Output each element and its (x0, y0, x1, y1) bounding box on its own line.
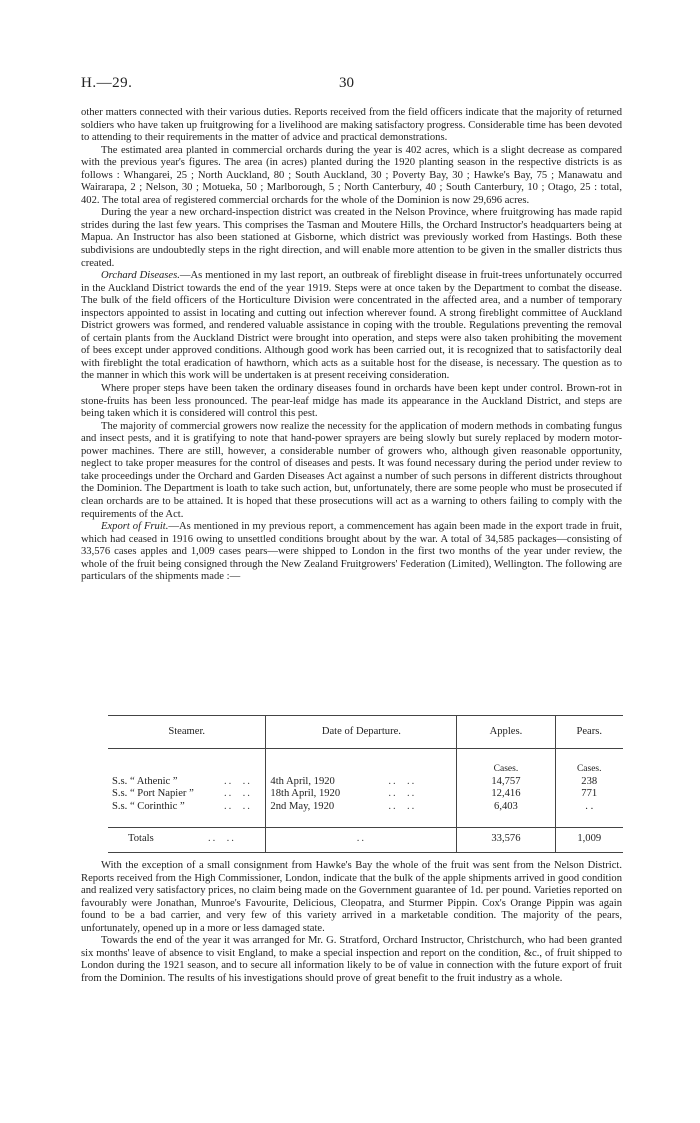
column-header-steamer: Steamer. (108, 716, 266, 749)
body-text (81, 107, 622, 584)
unit-apples: Cases. (457, 749, 555, 776)
departure-date: 18th April, 1920 (270, 788, 341, 800)
paragraph: During the year a new orchard-inspection district was created in the Nelson Province, where fruitgrowing has made rapid strides during the last few years. This comprises the Tasman and Moutere Hills, the Orchard Instructor's headquarters being at Mapua. An Instructor has also been stationed at Gisborne, which district was previously worked from Hastings. Both these subdivisions are undoubtedly steps in the right direction, and will enable more attention to be given in the smaller districts thus created. (81, 207, 622, 269)
paragraph: other matters connected with their various duties. Reports received from the field officers indicate that the majority of returned soldiers who have taken up fruitgrowing for a livelihood are making satisfactory progress. Considerable time has been devoted to attending to their requirements in the matter of advice and practical demonstrations. (81, 107, 622, 144)
table-row: S.s. “ Corinthic ” .. .. 2nd May, 1920 .. .. 6,403 . . (108, 801, 623, 828)
shipments-table (108, 715, 623, 853)
steamer-name: S.s. “ Corinthic ” (112, 800, 185, 812)
pears-value: 238 (555, 776, 623, 789)
paragraph-text: —As mentioned in my previous report, a commencement has again been made in the export trade in fruit, which had ceased in 1916 owing to unsettled conditions brought about by the war. A total of 34,585 packages—consisting of 33,576 cases apples and 1,009 cases pears—were shipped to London in the first two months of the year under review, the whole of the fruit being consigned through the New Zealand Fruitgrowers' Federation (Limited), Wellington. The following are particulars of the shipments made :— (81, 521, 622, 583)
column-header-apples: Apples. (457, 716, 555, 749)
unit-pears: Cases. (555, 749, 623, 776)
departure-date: 2nd May, 1920 (270, 800, 335, 812)
pears-value: . . (555, 801, 623, 828)
paragraph: The majority of commercial growers now realize the necessity for the application of modern methods in combating fungus and insect pests, and it is gratifying to note that hand-power sprayers are being slowly but surely replaced by modern motor-power machines. There are still, however, a considerable number of growers who, although given reasonable opportunity, neglect to take proper measures for the control of diseases and pests. It was found necessary during the period under review to take proceedings under the Orchard and Garden Diseases Act against a number of such persons in different districts throughout the Dominion. The Department is loath to take such action, but, unfortunately, there are some people who must be prosecuted if clean orchards are to be attained. It is hoped that these prosecutions will act as a warning to others failing to comply with the requirements of the Act. (81, 420, 623, 520)
apples-total: 33,576 (457, 828, 555, 853)
paragraph: Where proper steps have been taken the ordinary diseases found in orchards have been kept under control. Brown-rot in stone-fruits has been less pronounced. The pear-leaf midge has made its appearance in the Auckland District, and steps are being taken which it is considered will control this pest. (81, 383, 622, 420)
paragraph-orchard-diseases (81, 270, 622, 383)
paragraph: With the exception of a small consignment from Hawke's Bay the whole of the fruit was sent from the Nelson District. Reports received from the High Commissioner, London, indicate that the bulk of the apple shipments arrived in good condition and realized very satisfactory prices, no claim being made on the Government guarantee of 1d. per pound. Varieties reported on favourably were Jonathan, Munroe's Favourite, Delicious, Cleopatra, and Sturmer Pippin. Cox's Orange Pippin was again found to be a bad carrier, and very few of this variety arrived in a marketable condition. The majority of the pears, unfortunately, opened up in a more or less damaged state. (81, 860, 622, 934)
document-reference: H.—29. (81, 75, 133, 91)
steamer-name: S.s. “ Athenic ” (112, 775, 178, 787)
pears-total: 1,009 (555, 828, 623, 853)
paragraph-export-of-fruit (81, 521, 622, 584)
apples-value: 14,757 (457, 776, 555, 789)
table-row: S.s. “ Athenic ” .. .. 4th April, 1920 .. .. 14,757 238 (108, 776, 623, 789)
apples-value: 6,403 (457, 801, 555, 828)
pears-value: 771 (555, 788, 623, 801)
column-header-pears: Pears. (555, 716, 623, 749)
page-number: 30 (339, 75, 354, 91)
section-heading: Export of Fruit. (101, 521, 169, 533)
closing-text (81, 860, 622, 985)
page-header (81, 75, 621, 95)
paragraph-text: —As mentioned in my last report, an outbreak of fireblight disease in fruit-trees unfortunately occurred in the Auckland District towards the end of the year 1919. Steps were at once taken by the Department to combat the disease. The bulk of the field officers of the Horticulture Division were concentrated in the affected area, and a number of temporary inspectors appointed to assist in locating and cutting out infection wherever found. A strong fireblight committee of Auckland District growers was formed, and rendered valuable assistance in coping with the trouble. Regulations preventing the removal of certain plants from the Auckland District were brought into operation, and steps were also taken prohibiting the movement of bees except under approved conditions. Although good work has been carried out, it is recognized that to satisfactorily deal with fireblight the total eradication of hawthorn, which acts as a suitable host for the disease, is necessary. The question as to the manner in which this work will be undertaken is at present receiving consideration. (81, 270, 622, 382)
apples-value: 12,416 (457, 788, 555, 801)
column-header-date: Date of Departure. (266, 716, 457, 749)
paragraph: The estimated area planted in commercial orchards during the year is 402 acres, which is a slight decrease as compared with the previous year's figures. The area (in acres) planted during the 1920 planting season in the respective districts is as follows : Whangarei, 25 ; North Auckland, 80 ; South Auckland, 30 ; Poverty Bay, 30 ; Hawke's Bay, 75 ; Manawatu and Wairarapa, 2 ; Nelson, 30 ; Motueka, 50 ; Marlborough, 5 ; North Canterbury, 40 ; South Canterbury, 10 ; Otago, 25 : total, 402. The total area of registered commercial orchards for the whole of the Dominion is now 29,696 acres. (81, 144, 622, 206)
section-heading: Orchard Diseases. (101, 270, 180, 282)
paragraph: Towards the end of the year it was arranged for Mr. G. Stratford, Orchard Instructor, Christchurch, who had been granted six months' leave of absence to visit England, to make a special inspection and report on the condition, &c., of fruit shipped to London during the 1921 season, and to secure all information likely to be of value in connection with the future export of fruit from the Dominion. The results of his investigations should prove of great benefit to the fruit industry as a whole. (81, 935, 622, 984)
table-row: S.s. “ Port Napier ” .. .. 18th April, 1920 .. .. 12,416 771 (108, 788, 623, 801)
totals-row: Totals .. .. .. 33,576 1,009 (108, 828, 623, 853)
departure-date: 4th April, 1920 (270, 775, 335, 787)
steamer-name: S.s. “ Port Napier ” (112, 788, 194, 800)
totals-label: Totals (128, 833, 154, 845)
units-row (108, 749, 623, 776)
